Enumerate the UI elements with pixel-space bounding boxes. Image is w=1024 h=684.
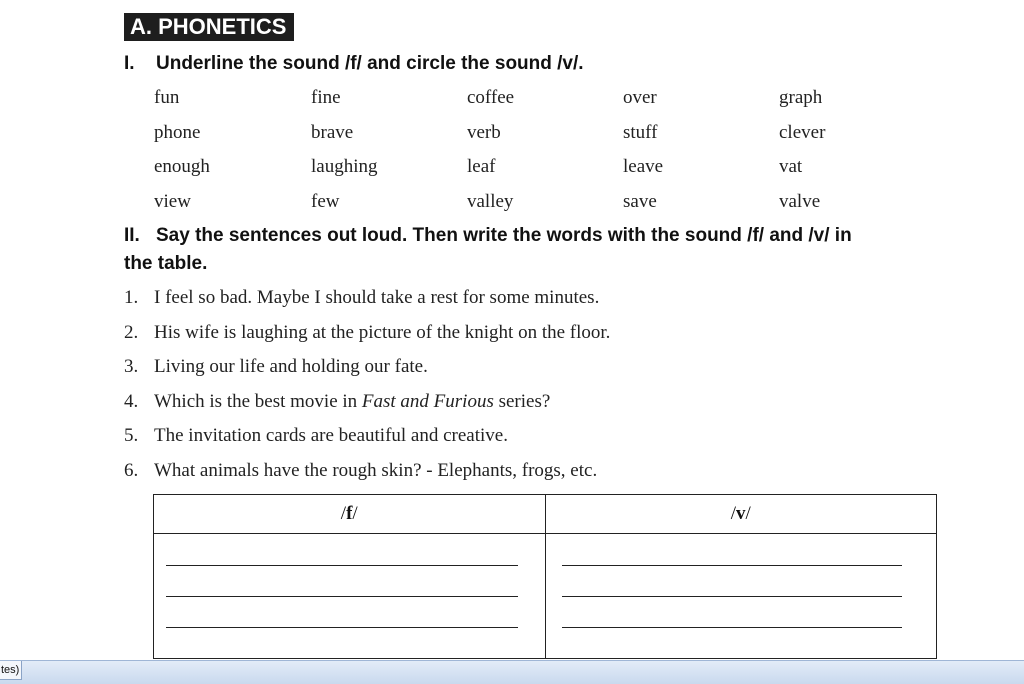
sentence-number: 1.: [124, 287, 139, 308]
part2-number: II.: [124, 225, 140, 246]
word: save: [623, 191, 657, 212]
word: valley: [467, 191, 514, 212]
word: graph: [779, 87, 823, 108]
sentence: [124, 286, 599, 310]
sentence: [124, 355, 428, 379]
word: over: [623, 87, 657, 108]
sentence-text: His wife is laughing at the picture of the knight on the floor.: [154, 322, 611, 343]
part2-heading-continued: the table.: [124, 253, 208, 274]
answer-line: [166, 596, 518, 597]
sentence-number: 6.: [124, 460, 139, 481]
sentence-text: Which is the best movie in: [154, 391, 362, 412]
word: coffee: [467, 87, 515, 108]
sentence: [124, 390, 550, 414]
word: leave: [623, 156, 664, 177]
word: clever: [779, 122, 826, 143]
word: laughing: [311, 156, 378, 177]
word: fun: [154, 87, 180, 108]
part1-number: I.: [124, 53, 135, 74]
answer-line: [562, 596, 902, 597]
part2-heading: [124, 222, 944, 250]
part1-instruction: Underline the sound /f/ and circle the sound /v/.: [156, 53, 584, 74]
word: phone: [154, 122, 201, 143]
answer-line: [166, 627, 518, 628]
answer-line: [562, 565, 902, 566]
f-answer-cell[interactable]: [154, 534, 546, 659]
movie-title: Fast and Furious: [361, 391, 494, 412]
part1-heading: [124, 50, 584, 78]
word: leaf: [467, 156, 496, 177]
sentence-text: The invitation cards are beautiful and creative.: [154, 425, 508, 446]
word: fine: [311, 87, 341, 108]
v-answer-cell[interactable]: [545, 534, 937, 659]
status-bar-label: tes): [0, 661, 22, 680]
sentence: [124, 459, 597, 483]
part2-instruction: Say the sentences out loud. Then write the words with the sound /f/ and /v/ in: [156, 225, 852, 246]
word: view: [154, 191, 191, 212]
answer-table: [153, 494, 937, 659]
sentence-text: What animals have the rough skin? - Elephants, frogs, etc.: [154, 460, 598, 481]
answer-line: [166, 565, 518, 566]
word: few: [311, 191, 340, 212]
section-title: A. PHONETICS: [124, 13, 294, 41]
v-column-header: /v/: [545, 495, 937, 534]
sentence: [124, 424, 508, 448]
sentence-text: series?: [493, 391, 551, 412]
sentence-text: I feel so bad. Maybe I should take a rest for some minutes.: [154, 287, 600, 308]
sentence-text: Living our life and holding our fate.: [154, 356, 428, 377]
sentence-number: 5.: [124, 425, 139, 446]
word: enough: [154, 156, 210, 177]
f-column-header: /f/: [154, 495, 546, 534]
word: brave: [311, 122, 354, 143]
sentence: [124, 321, 610, 345]
word: verb: [467, 122, 501, 143]
status-bar: [0, 660, 1024, 684]
sentence-number: 3.: [124, 356, 139, 377]
answer-line: [562, 627, 902, 628]
word: stuff: [623, 122, 658, 143]
word: valve: [779, 191, 821, 212]
sentence-number: 2.: [124, 322, 139, 343]
word: vat: [779, 156, 803, 177]
sentence-number: 4.: [124, 391, 139, 412]
